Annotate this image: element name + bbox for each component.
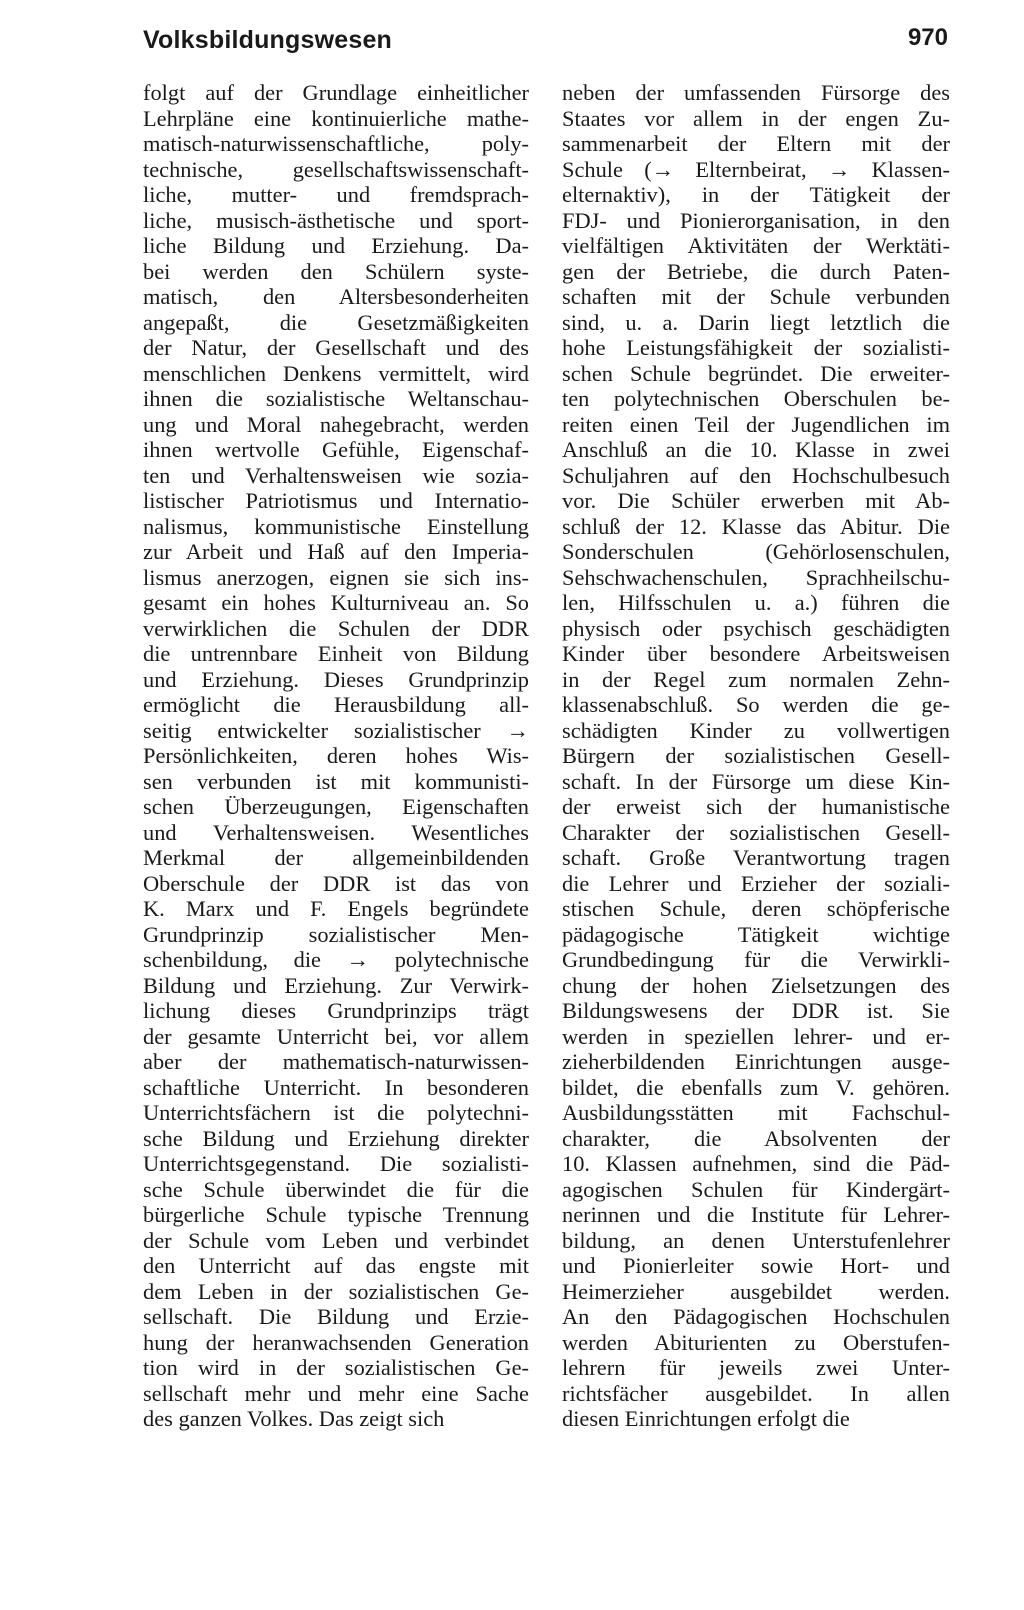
text-line: zieherbildenden Einrichtungen ausge-	[562, 1049, 950, 1074]
text-line: und Erziehung. Dieses Grundprinzip	[143, 666, 529, 692]
text-line: 10. Klassen aufnehmen, sind die Päd-	[562, 1151, 950, 1176]
text-line: Unterrichtsgegenstand. Die sozialisti-	[143, 1151, 529, 1176]
text-line: ten polytechnischen Oberschulen be-	[562, 386, 950, 411]
text-line: werden Abiturienten zu Oberstufen-	[562, 1329, 950, 1355]
text-line: richtsfächer ausgebildet. In allen	[562, 1380, 950, 1406]
text-line: schaft. Große Verantwortung tragen	[562, 845, 950, 870]
text-line: der Schule vom Leben und verbindet	[143, 1227, 529, 1253]
text-line: Bildung und Erziehung. Zur Verwirk-	[143, 972, 529, 998]
text-line: hung der heranwachsenden Generation	[143, 1329, 529, 1355]
text-line: Schuljahren auf den Hochschulbesuch	[562, 462, 950, 488]
text-line: lehrern für jeweils zwei Unter-	[562, 1355, 950, 1380]
text-line: der Natur, der Gesellschaft und des	[143, 335, 529, 360]
text-line: Sonderschulen (Gehörlosenschulen,	[562, 539, 950, 564]
text-line: die Lehrer und Erzieher der soziali-	[562, 870, 950, 896]
text-line: ihnen die sozialistische Weltanschau-	[143, 386, 529, 411]
text-line: FDJ- und Pionierorganisation, in den	[562, 207, 950, 233]
text-line: sellschaft. Die Bildung und Erzie-	[143, 1304, 529, 1329]
text-line: Charakter der sozialistischen Gesell-	[562, 819, 950, 845]
text-line: der gesamte Unterricht bei, vor allem	[143, 1023, 529, 1049]
text-line: sche Bildung und Erziehung direkter	[143, 1125, 529, 1151]
text-line: stischen Schule, deren schöpferische	[562, 896, 950, 921]
text-line: sche Schule überwindet die für die	[143, 1176, 529, 1202]
text-line: reiten einen Teil der Jugendlichen im	[562, 411, 950, 437]
text-line: Merkmal der allgemeinbildenden	[143, 845, 529, 870]
text-line: len, Hilfsschulen u. a.) führen die	[562, 590, 950, 615]
text-line: ung und Moral nahegebracht, werden	[143, 411, 529, 437]
text-line: An den Pädagogischen Hochschulen	[562, 1304, 950, 1329]
left-text-column	[143, 80, 529, 1432]
text-line: lichung dieses Grundprinzips trägt	[143, 998, 529, 1023]
text-line: sind, u. a. Darin liegt letztlich die	[562, 309, 950, 335]
text-line: sellschaft mehr und mehr eine Sache	[143, 1380, 529, 1406]
text-line: zur Arbeit und Haß auf den Imperia-	[143, 539, 529, 564]
text-line: und Verhaltensweisen. Wesentliches	[143, 819, 529, 845]
text-line: bildet, die ebenfalls zum V. gehören.	[562, 1074, 950, 1100]
text-line: K. Marx und F. Engels begründete	[143, 896, 529, 921]
page-number: 970	[907, 24, 948, 51]
text-line: nalismus, kommunistische Einstellung	[143, 513, 529, 539]
text-line: angepaßt, die Gesetzmäßigkeiten	[143, 309, 529, 335]
text-line: liche, musisch-ästhetische und sport-	[143, 207, 529, 233]
text-line: pädagogische Tätigkeit wichtige	[562, 921, 950, 947]
text-line: verwirklichen die Schulen der DDR	[143, 615, 529, 641]
text-line: Kinder über besondere Arbeitsweisen	[562, 641, 950, 666]
text-line: hohe Leistungsfähigkeit der sozialisti-	[562, 335, 950, 360]
text-line: Persönlichkeiten, deren hohes Wis-	[143, 743, 529, 768]
text-line: sammenarbeit der Eltern mit der	[562, 131, 950, 156]
text-line: schluß der 12. Klasse das Abitur. Die	[562, 513, 950, 539]
text-line: Grundprinzip sozialistischer Men-	[143, 921, 529, 947]
text-line: gen der Betriebe, die durch Paten-	[562, 258, 950, 284]
text-line: vielfältigen Aktivitäten der Werktäti-	[562, 233, 950, 258]
text-line: tion wird in der sozialistischen Ge-	[143, 1355, 529, 1380]
text-line: matisch-naturwissenschaftliche, poly-	[143, 131, 529, 156]
text-line: bürgerliche Schule typische Trennung	[143, 1202, 529, 1227]
text-line: Anschluß an die 10. Klasse in zwei	[562, 437, 950, 462]
text-line: schen Überzeugungen, Eigenschaften	[143, 794, 529, 819]
text-line: bei werden den Schülern syste-	[143, 258, 529, 284]
text-line: der erweist sich der humanistische	[562, 794, 950, 819]
text-line: Bildungswesens der DDR ist. Sie	[562, 998, 950, 1023]
text-line: klassenabschluß. So werden die ge-	[562, 692, 950, 717]
text-line: Ausbildungsstätten mit Fachschul-	[562, 1100, 950, 1125]
text-line: in der Regel zum normalen Zehn-	[562, 666, 950, 692]
text-line: neben der umfassenden Fürsorge des	[562, 80, 950, 105]
text-line: listischer Patriotismus und Internatio-	[143, 488, 529, 513]
text-line: schaft. In der Fürsorge um diese Kin-	[562, 768, 950, 794]
text-line: Staates vor allem in der engen Zu-	[562, 105, 950, 131]
right-text-column	[562, 80, 950, 1432]
text-line: werden in speziellen lehrer- und er-	[562, 1023, 950, 1049]
text-line: des ganzen Volkes. Das zeigt sich	[143, 1406, 445, 1431]
text-line: schaften mit der Schule verbunden	[562, 284, 950, 309]
text-line: Lehrpläne eine kontinuierliche mathe-	[143, 105, 529, 131]
text-line: Grundbedingung für die Verwirkli-	[562, 947, 950, 972]
text-line: charakter, die Absolventen der	[562, 1125, 950, 1151]
text-line: lismus anerzogen, eignen sie sich ins-	[143, 564, 529, 590]
text-line: technische, gesellschaftswissenschaft-	[143, 156, 529, 182]
text-line: nerinnen und die Institute für Lehrer-	[562, 1202, 950, 1227]
text-line: seitig entwickelter sozialistischer →	[143, 717, 529, 743]
text-line: diesen Einrichtungen erfolgt die	[562, 1406, 850, 1431]
text-line: Bürgern der sozialistischen Gesell-	[562, 743, 950, 768]
text-line: dem Leben in der sozialistischen Ge-	[143, 1278, 529, 1304]
text-line: sen verbunden ist mit kommunisti-	[143, 768, 529, 794]
text-line: aber der mathematisch-naturwissen-	[143, 1049, 529, 1074]
text-line: schen Schule begründet. Die erweiter-	[562, 360, 950, 386]
text-line: liche, mutter- und fremdsprach-	[143, 182, 529, 207]
text-line: Heimerzieher ausgebildet werden.	[562, 1278, 950, 1304]
text-line: schädigten Kinder zu vollwertigen	[562, 717, 950, 743]
text-line: vor. Die Schüler erwerben mit Ab-	[562, 488, 950, 513]
text-line: agogischen Schulen für Kindergärt-	[562, 1176, 950, 1202]
text-line: liche Bildung und Erziehung. Da-	[143, 233, 529, 258]
text-line: folgt auf der Grundlage einheitlicher	[143, 80, 529, 105]
text-line: die untrennbare Einheit von Bildung	[143, 641, 529, 666]
text-line: und Pionierleiter sowie Hort- und	[562, 1253, 950, 1278]
text-line: chung der hohen Zielsetzungen des	[562, 972, 950, 998]
section-title: Volksbildungswesen	[143, 26, 393, 54]
text-line: bildung, an denen Unterstufenlehrer	[562, 1227, 950, 1253]
text-line: matisch, den Altersbesonderheiten	[143, 284, 529, 309]
text-line: elternaktiv), in der Tätigkeit der	[562, 182, 950, 207]
text-line: Unterrichtsfächern ist die polytechni-	[143, 1100, 529, 1125]
text-line: Sehschwachenschulen, Sprachheilschu-	[562, 564, 950, 590]
text-line: ihnen wertvolle Gefühle, Eigenschaf-	[143, 437, 529, 462]
text-line: den Unterricht auf das engste mit	[143, 1253, 529, 1278]
text-line: schenbildung, die → polytechnische	[143, 947, 529, 972]
text-line: physisch oder psychisch geschädigten	[562, 615, 950, 641]
text-line: menschlichen Denkens vermittelt, wird	[143, 360, 529, 386]
text-line: Oberschule der DDR ist das von	[143, 870, 529, 896]
text-line: gesamt ein hohes Kulturniveau an. So	[143, 590, 529, 615]
text-line: ten und Verhaltensweisen wie sozia-	[143, 462, 529, 488]
text-line: schaftliche Unterricht. In besonderen	[143, 1074, 529, 1100]
text-line: ermöglicht die Herausbildung all-	[143, 692, 529, 717]
text-line: Schule (→ Elternbeirat, → Klassen-	[562, 156, 950, 182]
